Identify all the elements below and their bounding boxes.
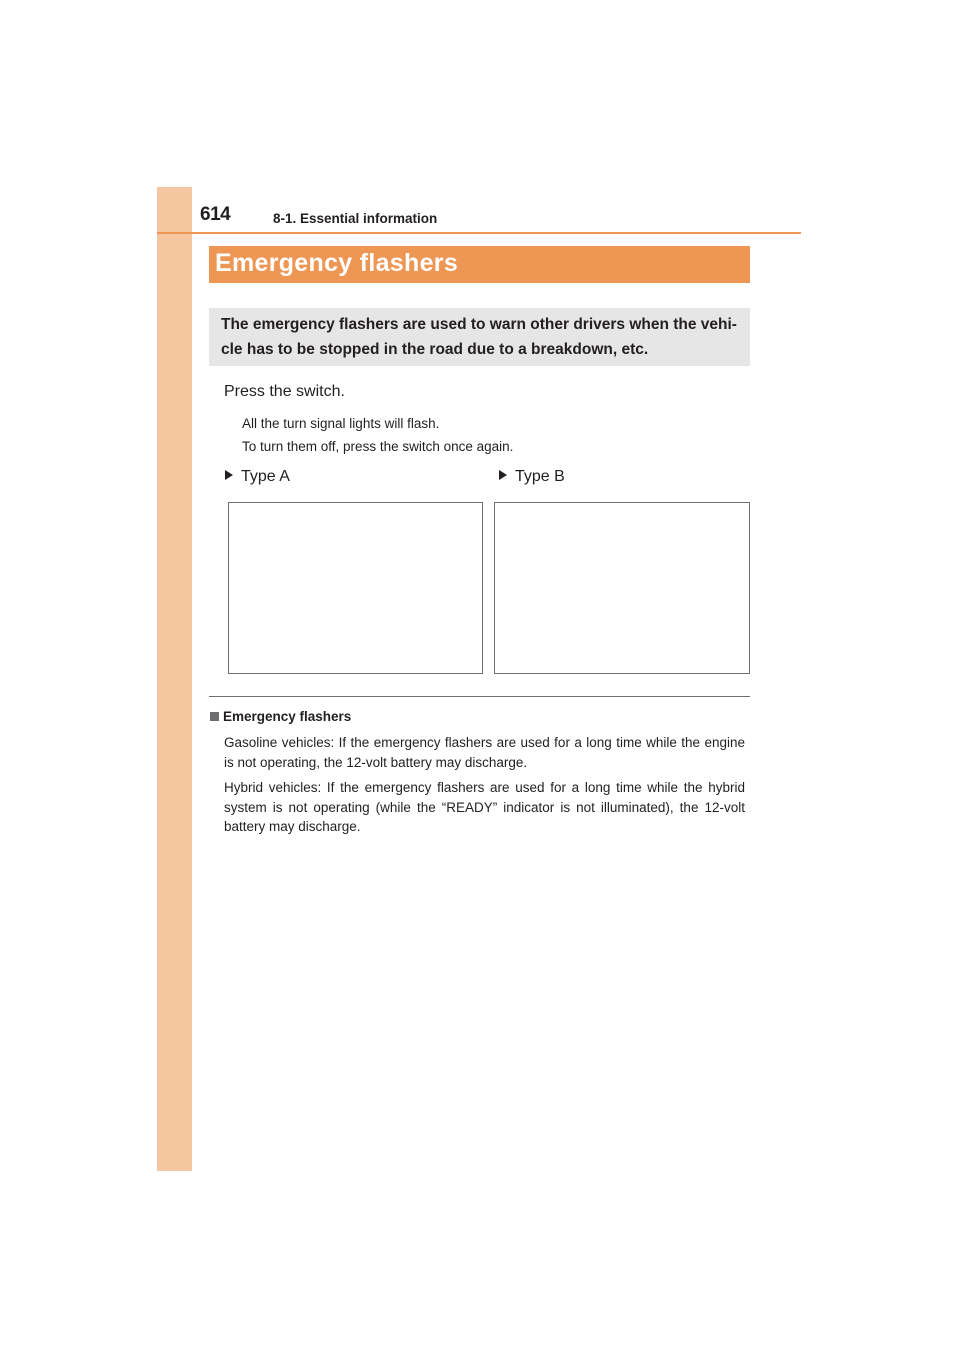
note-heading [210, 709, 351, 724]
notes-rule [209, 696, 750, 697]
chapter-side-band [157, 187, 192, 1171]
page-title: Emergency flashers [215, 249, 459, 277]
square-bullet-icon [210, 712, 219, 721]
triangle-right-icon [499, 470, 507, 480]
intro-box [209, 308, 750, 366]
figure-type-b [494, 502, 750, 674]
header-rule [157, 232, 801, 234]
intro-text: The emergency flashers are used to warn other drivers when the vehi-cle has to be stopped in the road due to a breakdown, etc. [221, 316, 737, 358]
instruction-sub-2: To turn them off, press the switch once again. [242, 439, 514, 454]
type-b-label [499, 468, 565, 486]
triangle-right-icon [225, 470, 233, 480]
page-number: 614 [200, 204, 231, 225]
title-bar [209, 246, 750, 283]
note-heading-text: Emergency flashers [223, 709, 352, 724]
section-name: 8-1. Essential information [273, 211, 438, 226]
instruction-sub-1: All the turn signal lights will flash. [242, 416, 440, 431]
type-a-text: Type A [241, 468, 290, 485]
type-b-text: Type B [515, 468, 565, 485]
note-paragraph-hybrid: Hybrid vehicles: If the emergency flashers are used for a long time while the hybrid system is not operating (while the “READY” indicator is not illuminated), the 12-volt battery may discharge. [224, 780, 745, 834]
type-a-label [225, 468, 290, 486]
instruction-text: Press the switch. [224, 383, 345, 400]
note-paragraph-gasoline: Gasoline vehicles: If the emergency flashers are used for a long time while the engine is not operating, the 12-volt battery may discharge. [224, 735, 745, 770]
figure-type-a [228, 502, 483, 674]
